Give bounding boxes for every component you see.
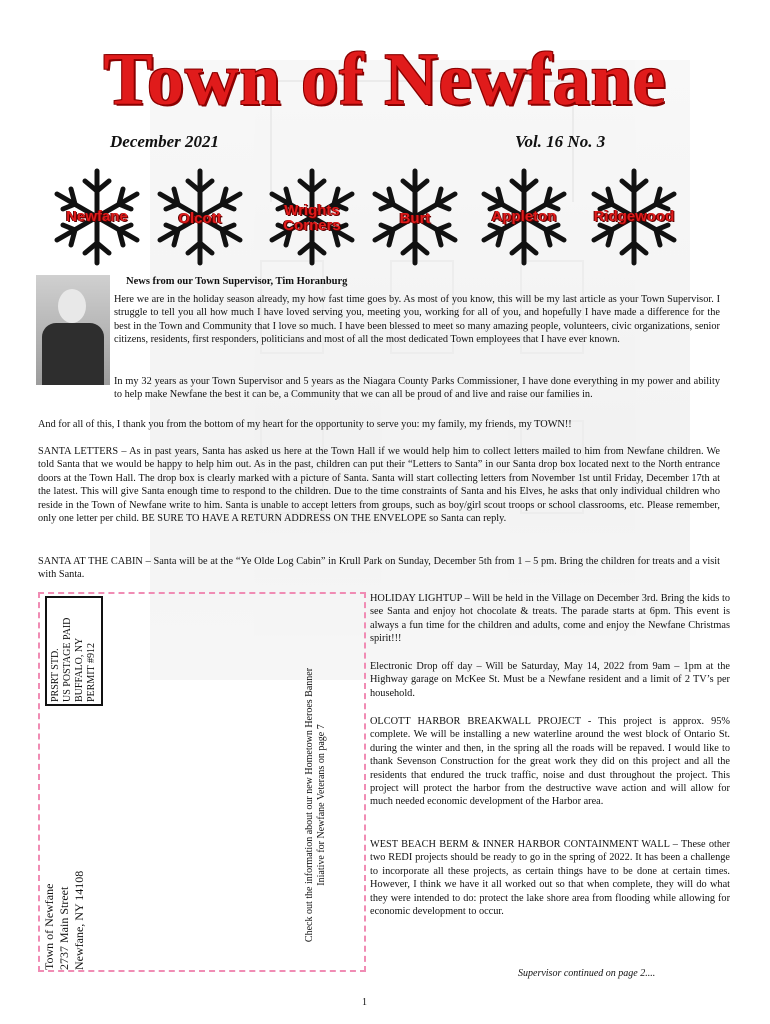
- santa-cabin-paragraph: SANTA AT THE CABIN – Santa will be at the “Ye Olde Log Cabin” in Krull Park on Sunday, December 5th from 1 – 5 pm. Bring the children for treats and a visit with Santa.: [38, 556, 720, 581]
- supervisor-heading: News from our Town Supervisor, Tim Horanburg: [126, 276, 348, 287]
- hamlet-label: Ridgewood: [593, 208, 675, 225]
- hamlet-label: Burt: [399, 210, 431, 227]
- banner-note-line: Iniative for Newfane Veterans on page 7: [316, 724, 327, 886]
- page-number: 1: [362, 997, 367, 1008]
- return-address-line: Town of Newfane: [42, 883, 56, 970]
- continued-note: Supervisor continued on page 2....: [518, 968, 656, 979]
- snowflake-olcott: [148, 165, 252, 269]
- postage-line: US POSTAGE PAID: [62, 617, 73, 702]
- issue-date: December 2021: [110, 132, 220, 151]
- electronic-drop-off-paragraph: Electronic Drop off day – Will be Saturday, May 14, 2022 from 9am – 1pm at the Highway garage on McKee St. Must be a Newfane resident and a limit of 2 TV’s per household.: [370, 661, 730, 699]
- banner-note: [304, 640, 328, 970]
- postage-line: PRSRT STD.: [50, 648, 61, 702]
- santa-letters-paragraph: SANTA LETTERS – As in past years, Santa has asked us here at the Town Hall if we would help him to collect letters mailed to him from Newfane children. We told Santa that we would be happy to help him out. As in the past, children can put their “Letters to Santa” in our Santa drop box located next to the North entrance doors at the Town Hall. The drop box is clearly marked with a picture of Santa. Santa will start collecting letters from November 1st until Friday, December 17th at the latest. This will give Santa enough time to respond to the children. Due to the time constraints of Santa and his Elves, he asks that only individual children who reside in the Town of Newfane write to him. Santa is unable to accept letters from groups, such as boy/girl scout troops or school classrooms, etc. Please remember, only one letter per child. BE SURE TO HAVE A RETURN ADDRESS ON THE ENVELOPE so Santa can reply.: [38, 446, 720, 525]
- issue-volume: Vol. 16 No. 3: [515, 132, 606, 151]
- return-address: [42, 871, 87, 970]
- postage-line: BUFFALO, NY: [74, 637, 85, 702]
- return-address-line: 2737 Main Street: [57, 886, 71, 970]
- breakwall-project-paragraph: OLCOTT HARBOR BREAKWALL PROJECT - This project is approx. 95% complete. We will be installing a new waterline around the west block of Ontario St. during the winter and then, in the spring all the roads will be repaved. I would like to thank Sevenson Construction for the great work they did on this project and all the residents that endured the truck traffic, noise and dust throughout the project. This project will protect the harbor from the destructive wave action and will allow for much needed economic development of the Harbor area.: [370, 716, 730, 808]
- postage-text: [50, 618, 98, 702]
- hamlet-label: Newfane: [66, 208, 128, 225]
- hamlet-label: Olcott: [178, 210, 222, 227]
- holiday-lightup-paragraph: HOLIDAY LIGHTUP – Will be held in the Village on December 3rd. Bring the kids to see Santa and enjoy hot chocolate & treats. The parade starts at 6pm. This event is always a fun time for the children and adults, come and enjoy the Newfane Christmas spirit!!!: [370, 593, 730, 645]
- snowflake-newfane: [45, 165, 149, 269]
- supervisor-paragraph-1: Here we are in the holiday season already, my how fast time goes by. As most of you know, this will be my last article as your Town Supervisor. I struggle to tell you all how much I have loved serving you, meeting you, working for all of you, and hopefully I have made a difference for the best in the Town and Community that I love so much. I have been blessed to meet so many amazing people, volunteers, civic organizations, senior citizens, residents, first responders, politicians and most of all the most dedicated Town employees that I have ever known.: [114, 294, 720, 346]
- newsletter-title: Town of Newfane: [103, 39, 667, 121]
- supervisor-paragraph-3: And for all of this, I thank you from the bottom of my heart for the opportunity to serve you: my family, my friends, my TOWN!!: [38, 419, 572, 430]
- snowflake-burt: [363, 165, 467, 269]
- return-address-line: Newfane, NY 14108: [72, 870, 86, 970]
- west-beach-berm-paragraph: WEST BEACH BERM & INNER HARBOR CONTAINMENT WALL – These other two REDI projects should be ready to go in the spring of 2022. It has been a challenge to incorporate all these projects, as certain things have to be done at certain times. However, I think we have it all worked out so that when complete, they will do what they were intended to do: protect the lake shore area from flooding while allowing for economic development to occur.: [370, 839, 730, 918]
- snowflake-ridgewood: [582, 165, 686, 269]
- hamlet-label: Corners: [283, 217, 341, 234]
- supervisor-photo: [36, 275, 110, 385]
- snowflake-wrights-corners: [260, 165, 364, 269]
- snowflake-appleton: [472, 165, 576, 269]
- background-town-hall-image: [150, 60, 690, 680]
- banner-note-line: Check out the information about our new Hometown Heroes Banner: [304, 667, 315, 943]
- supervisor-paragraph-2: In my 32 years as your Town Supervisor and 5 years as the Niagara County Parks Commissioner, I have done everything in my power and ability to help make Newfane the best it can be, a Community that we can all be proud of and live and raise our families in.: [114, 376, 720, 401]
- postage-line: PERMIT #912: [86, 643, 97, 702]
- hamlet-label: Wrights: [284, 202, 340, 219]
- hamlet-label: Appleton: [491, 208, 557, 225]
